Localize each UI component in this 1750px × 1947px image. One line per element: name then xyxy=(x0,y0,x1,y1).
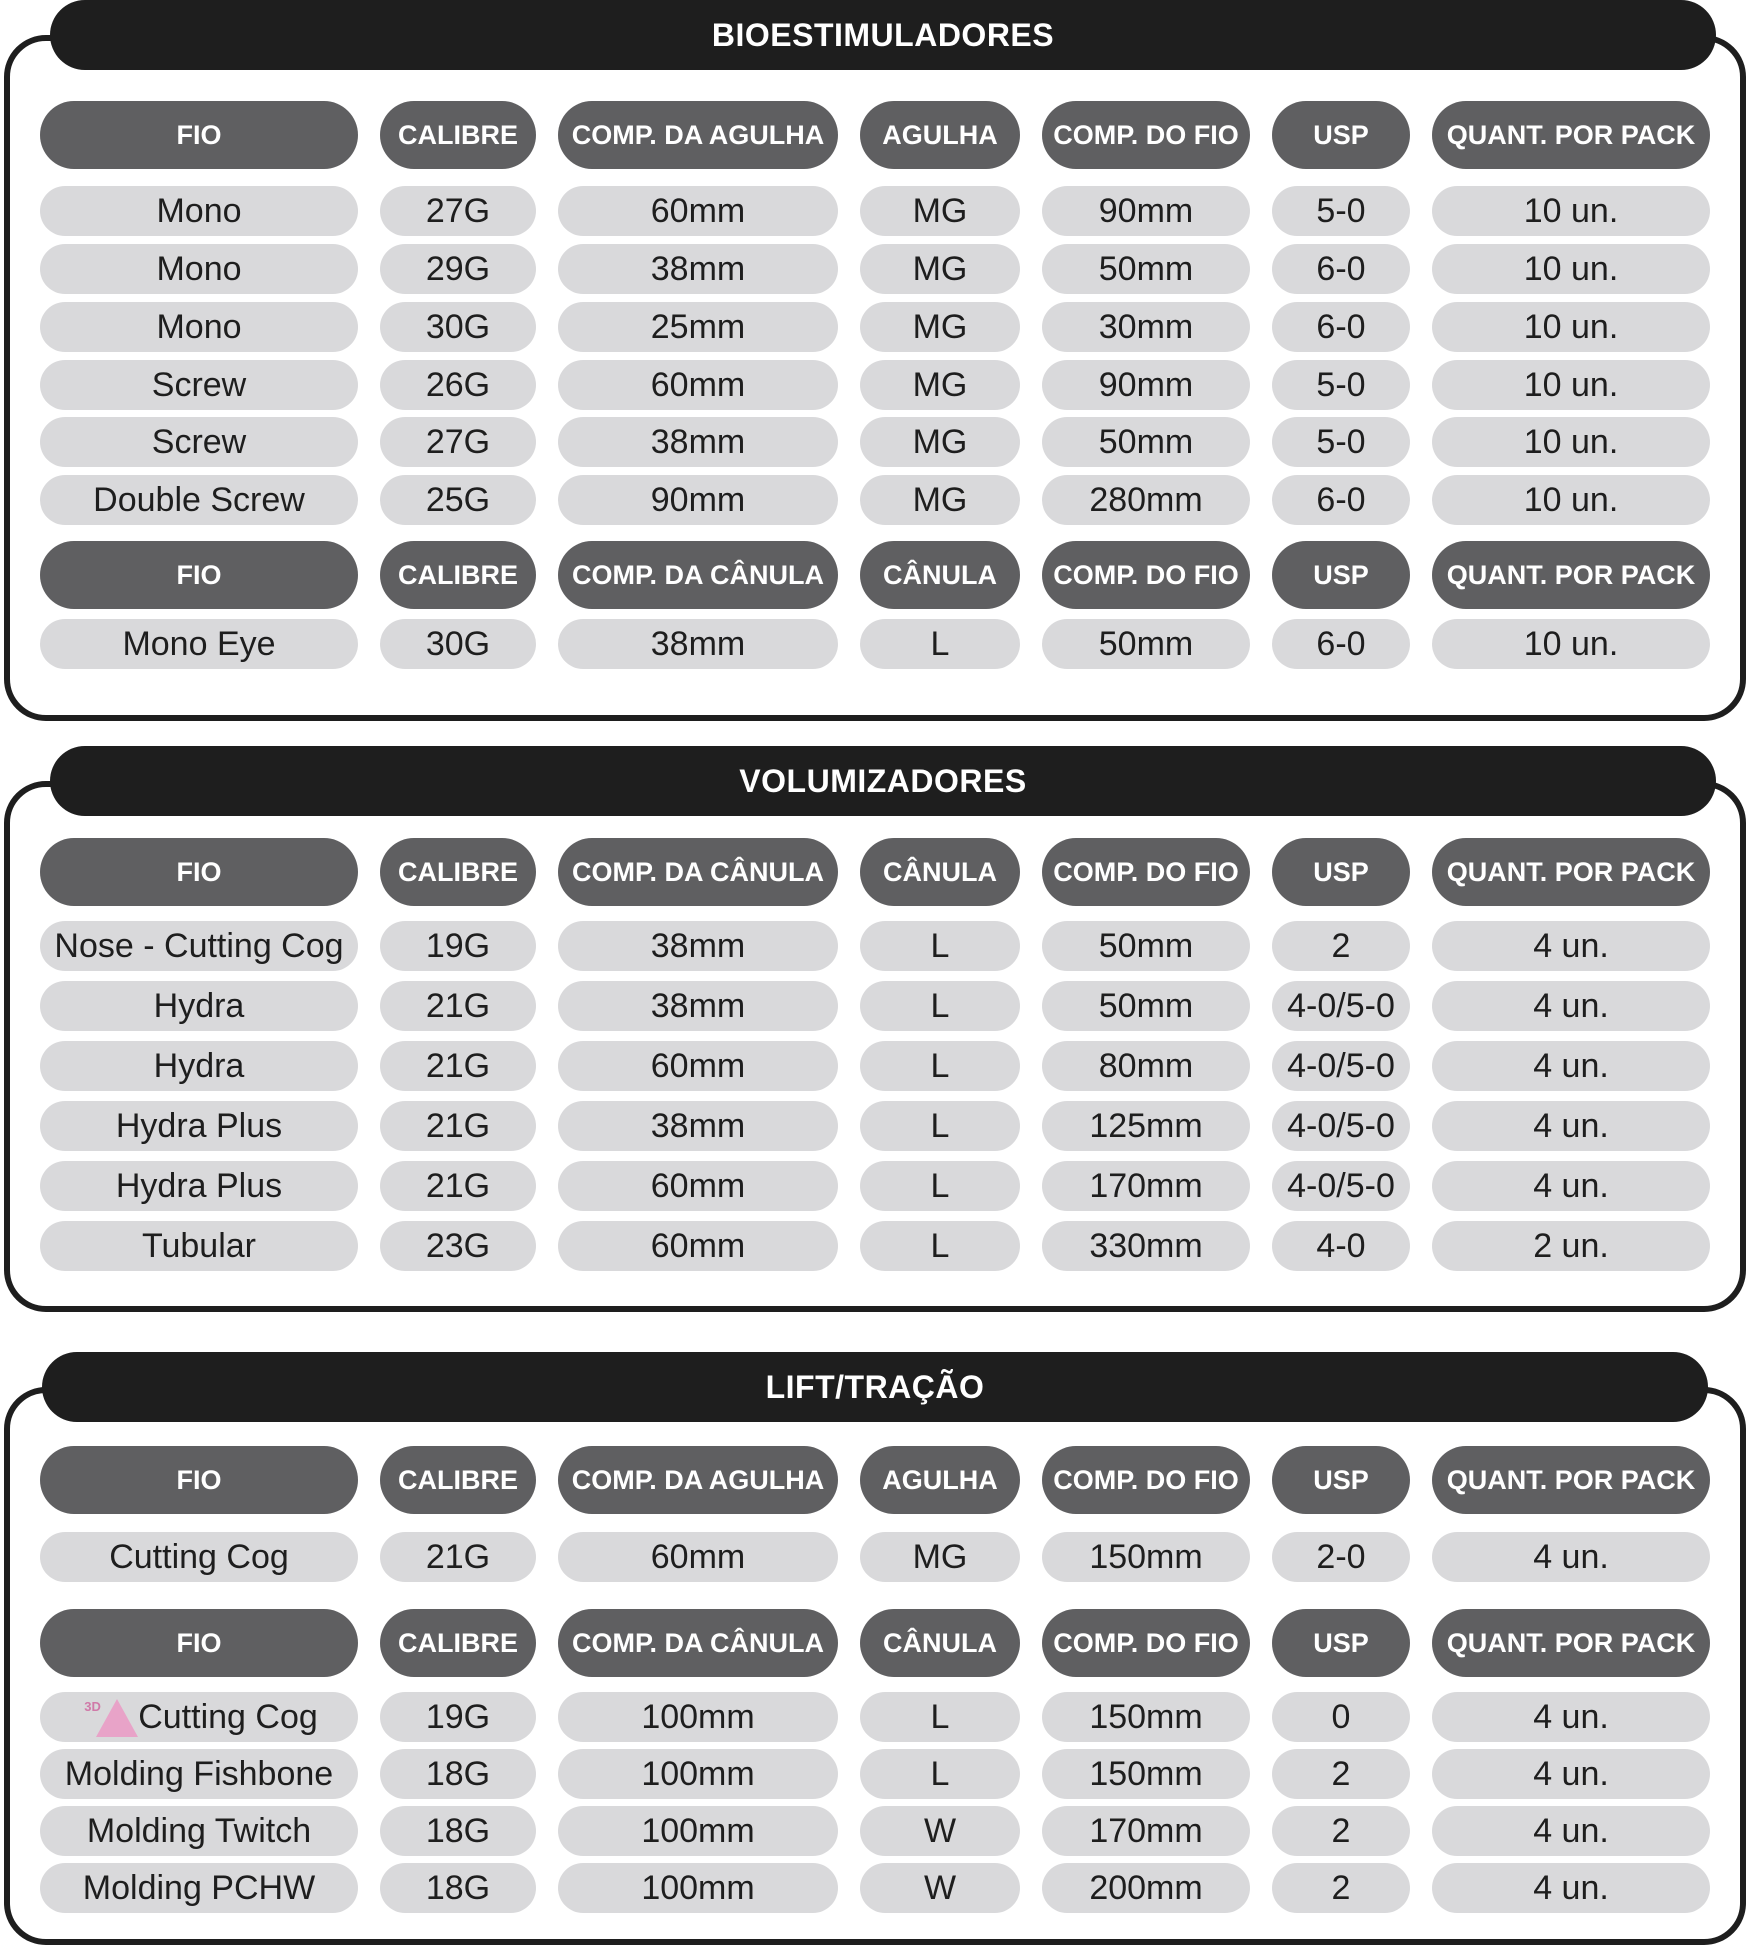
cell-calibre: 18G xyxy=(380,1749,536,1799)
cell-canula: L xyxy=(860,1161,1020,1211)
cell-quant: 10 un. xyxy=(1432,417,1710,467)
header-comp-agulha: COMP. DA AGULHA xyxy=(558,101,838,169)
cell-calibre: 19G xyxy=(380,1692,536,1742)
cell-comp-fio: 90mm xyxy=(1042,186,1250,236)
header-fio: FIO xyxy=(40,541,358,609)
cell-usp: 0 xyxy=(1272,1692,1410,1742)
cell-comp-agulha: 60mm xyxy=(558,186,838,236)
cell-agulha: MG xyxy=(860,1532,1020,1582)
cell-quant: 10 un. xyxy=(1432,360,1710,410)
cell-usp: 6-0 xyxy=(1272,244,1410,294)
cell-canula: L xyxy=(860,1221,1020,1271)
cell-quant: 2 un. xyxy=(1432,1221,1710,1271)
cell-fio: Cutting Cog xyxy=(40,1532,358,1582)
cell-fio: Hydra xyxy=(40,1041,358,1091)
cell-quant: 4 un. xyxy=(1432,1863,1710,1913)
header-calibre: CALIBRE xyxy=(380,101,536,169)
header-canula: CÂNULA xyxy=(860,838,1020,906)
cell-agulha: MG xyxy=(860,186,1020,236)
header-fio: FIO xyxy=(40,1609,358,1677)
cell-comp-fio: 50mm xyxy=(1042,417,1250,467)
section-bioestimuladores xyxy=(0,0,1750,721)
header-usp: USP xyxy=(1272,101,1410,169)
cell-comp-fio: 50mm xyxy=(1042,921,1250,971)
cell-usp: 4-0/5-0 xyxy=(1272,1041,1410,1091)
header-usp: USP xyxy=(1272,1609,1410,1677)
cell-quant: 10 un. xyxy=(1432,619,1710,669)
cell-calibre: 18G xyxy=(380,1863,536,1913)
cell-comp-canula: 60mm xyxy=(558,1221,838,1271)
header-quant: QUANT. POR PACK xyxy=(1432,541,1710,609)
cell-comp-fio: 330mm xyxy=(1042,1221,1250,1271)
cell-usp: 2 xyxy=(1272,1806,1410,1856)
cell-calibre: 23G xyxy=(380,1221,536,1271)
cell-canula: L xyxy=(860,1041,1020,1091)
cell-quant: 4 un. xyxy=(1432,1806,1710,1856)
header-canula: CÂNULA xyxy=(860,1609,1020,1677)
header-agulha: AGULHA xyxy=(860,1446,1020,1514)
header-comp-agulha: COMP. DA AGULHA xyxy=(558,1446,838,1514)
cell-comp-fio: 125mm xyxy=(1042,1101,1250,1151)
triangle-icon xyxy=(96,1699,138,1737)
cell-calibre: 19G xyxy=(380,921,536,971)
cell-quant: 4 un. xyxy=(1432,1101,1710,1151)
cell-comp-fio: 90mm xyxy=(1042,360,1250,410)
cell-agulha: MG xyxy=(860,360,1020,410)
cell-fio-text: Cutting Cog xyxy=(138,1697,318,1736)
cell-comp-fio: 170mm xyxy=(1042,1806,1250,1856)
header-quant: QUANT. POR PACK xyxy=(1432,101,1710,169)
header-fio: FIO xyxy=(40,838,358,906)
cell-fio: Hydra xyxy=(40,981,358,1031)
cell-usp: 4-0/5-0 xyxy=(1272,981,1410,1031)
section-title: LIFT/TRAÇÃO xyxy=(42,1352,1708,1422)
cell-fio xyxy=(40,1692,358,1742)
header-comp-fio: COMP. DO FIO xyxy=(1042,838,1250,906)
cell-comp-agulha: 25mm xyxy=(558,302,838,352)
cell-quant: 4 un. xyxy=(1432,921,1710,971)
cell-comp-canula: 100mm xyxy=(558,1863,838,1913)
cell-calibre: 21G xyxy=(380,1101,536,1151)
header-agulha: AGULHA xyxy=(860,101,1020,169)
cell-usp: 5-0 xyxy=(1272,417,1410,467)
cell-usp: 5-0 xyxy=(1272,186,1410,236)
cell-usp: 2-0 xyxy=(1272,1532,1410,1582)
cell-usp: 4-0/5-0 xyxy=(1272,1161,1410,1211)
header-fio: FIO xyxy=(40,1446,358,1514)
section-volumizadores xyxy=(0,746,1750,1312)
cell-usp: 4-0/5-0 xyxy=(1272,1101,1410,1151)
cell-quant: 10 un. xyxy=(1432,186,1710,236)
cell-fio: Mono Eye xyxy=(40,619,358,669)
cell-canula: L xyxy=(860,981,1020,1031)
cell-canula: L xyxy=(860,921,1020,971)
header-usp: USP xyxy=(1272,838,1410,906)
header-calibre: CALIBRE xyxy=(380,1609,536,1677)
cell-quant: 10 un. xyxy=(1432,475,1710,525)
cell-canula: L xyxy=(860,1749,1020,1799)
cell-calibre: 21G xyxy=(380,981,536,1031)
section-title: VOLUMIZADORES xyxy=(50,746,1716,816)
cell-canula: L xyxy=(860,1692,1020,1742)
cell-comp-canula: 38mm xyxy=(558,921,838,971)
header-comp-fio: COMP. DO FIO xyxy=(1042,1609,1250,1677)
cell-agulha: MG xyxy=(860,475,1020,525)
cell-fio: Tubular xyxy=(40,1221,358,1271)
cell-comp-fio: 80mm xyxy=(1042,1041,1250,1091)
cell-comp-fio: 200mm xyxy=(1042,1863,1250,1913)
cell-quant: 4 un. xyxy=(1432,1041,1710,1091)
cell-usp: 6-0 xyxy=(1272,475,1410,525)
cell-fio: Hydra Plus xyxy=(40,1101,358,1151)
header-usp: USP xyxy=(1272,1446,1410,1514)
header-comp-fio: COMP. DO FIO xyxy=(1042,541,1250,609)
cell-comp-canula: 100mm xyxy=(558,1692,838,1742)
cell-calibre: 27G xyxy=(380,186,536,236)
cell-quant: 4 un. xyxy=(1432,981,1710,1031)
cell-fio: Molding Twitch xyxy=(40,1806,358,1856)
cell-fio: Double Screw xyxy=(40,475,358,525)
cell-comp-canula: 100mm xyxy=(558,1749,838,1799)
cell-comp-fio: 280mm xyxy=(1042,475,1250,525)
cell-fio: Mono xyxy=(40,302,358,352)
cell-agulha: MG xyxy=(860,417,1020,467)
header-comp-fio: COMP. DO FIO xyxy=(1042,1446,1250,1514)
header-calibre: CALIBRE xyxy=(380,838,536,906)
cell-fio: Screw xyxy=(40,360,358,410)
cell-quant: 4 un. xyxy=(1432,1749,1710,1799)
cell-comp-fio: 150mm xyxy=(1042,1692,1250,1742)
cell-usp: 2 xyxy=(1272,921,1410,971)
header-comp-canula: COMP. DA CÂNULA xyxy=(558,838,838,906)
header-quant: QUANT. POR PACK xyxy=(1432,1446,1710,1514)
cell-comp-canula: 38mm xyxy=(558,981,838,1031)
header-comp-canula: COMP. DA CÂNULA xyxy=(558,1609,838,1677)
cell-usp: 2 xyxy=(1272,1749,1410,1799)
cell-comp-fio: 150mm xyxy=(1042,1532,1250,1582)
cell-calibre: 30G xyxy=(380,302,536,352)
cell-quant: 10 un. xyxy=(1432,302,1710,352)
cell-usp: 6-0 xyxy=(1272,302,1410,352)
cell-comp-canula: 38mm xyxy=(558,1101,838,1151)
cell-comp-fio: 50mm xyxy=(1042,619,1250,669)
header-calibre: CALIBRE xyxy=(380,1446,536,1514)
cell-usp: 6-0 xyxy=(1272,619,1410,669)
cell-comp-canula: 38mm xyxy=(558,619,838,669)
cell-agulha: MG xyxy=(860,244,1020,294)
cell-comp-fio: 50mm xyxy=(1042,244,1250,294)
cell-comp-agulha: 60mm xyxy=(558,1532,838,1582)
cell-usp: 2 xyxy=(1272,1863,1410,1913)
cell-comp-agulha: 90mm xyxy=(558,475,838,525)
header-quant: QUANT. POR PACK xyxy=(1432,838,1710,906)
cell-calibre: 21G xyxy=(380,1041,536,1091)
cell-calibre: 26G xyxy=(380,360,536,410)
header-fio: FIO xyxy=(40,101,358,169)
cell-comp-canula: 60mm xyxy=(558,1041,838,1091)
cell-calibre: 18G xyxy=(380,1806,536,1856)
cell-calibre: 30G xyxy=(380,619,536,669)
cell-quant: 4 un. xyxy=(1432,1161,1710,1211)
cell-comp-canula: 60mm xyxy=(558,1161,838,1211)
cell-fio: Molding Fishbone xyxy=(40,1749,358,1799)
cell-quant: 4 un. xyxy=(1432,1692,1710,1742)
section-title: BIOESTIMULADORES xyxy=(50,0,1716,70)
cell-fio: Hydra Plus xyxy=(40,1161,358,1211)
header-canula: CÂNULA xyxy=(860,541,1020,609)
cell-fio: Screw xyxy=(40,417,358,467)
cell-comp-fio: 50mm xyxy=(1042,981,1250,1031)
cell-comp-agulha: 60mm xyxy=(558,360,838,410)
cell-quant: 4 un. xyxy=(1432,1532,1710,1582)
cell-fio: Mono xyxy=(40,186,358,236)
cell-calibre: 25G xyxy=(380,475,536,525)
cell-usp: 5-0 xyxy=(1272,360,1410,410)
cell-fio: Nose - Cutting Cog xyxy=(40,921,358,971)
cell-fio: Molding PCHW xyxy=(40,1863,358,1913)
cell-comp-agulha: 38mm xyxy=(558,417,838,467)
cell-usp: 4-0 xyxy=(1272,1221,1410,1271)
3d-logo-icon xyxy=(80,1697,136,1737)
header-quant: QUANT. POR PACK xyxy=(1432,1609,1710,1677)
cell-calibre: 29G xyxy=(380,244,536,294)
logo-3d-label: 3D xyxy=(84,1699,101,1714)
cell-comp-fio: 30mm xyxy=(1042,302,1250,352)
cell-quant: 10 un. xyxy=(1432,244,1710,294)
cell-calibre: 27G xyxy=(380,417,536,467)
cell-fio: Mono xyxy=(40,244,358,294)
cell-comp-canula: 100mm xyxy=(558,1806,838,1856)
cell-canula: W xyxy=(860,1863,1020,1913)
header-usp: USP xyxy=(1272,541,1410,609)
header-comp-canula: COMP. DA CÂNULA xyxy=(558,541,838,609)
cell-comp-fio: 150mm xyxy=(1042,1749,1250,1799)
cell-canula: W xyxy=(860,1806,1020,1856)
cell-canula: L xyxy=(860,1101,1020,1151)
header-comp-fio: COMP. DO FIO xyxy=(1042,101,1250,169)
cell-comp-fio: 170mm xyxy=(1042,1161,1250,1211)
cell-calibre: 21G xyxy=(380,1161,536,1211)
cell-calibre: 21G xyxy=(380,1532,536,1582)
cell-canula: L xyxy=(860,619,1020,669)
cell-comp-agulha: 38mm xyxy=(558,244,838,294)
header-calibre: CALIBRE xyxy=(380,541,536,609)
cell-agulha: MG xyxy=(860,302,1020,352)
section-lift-tracao xyxy=(0,1352,1750,1945)
